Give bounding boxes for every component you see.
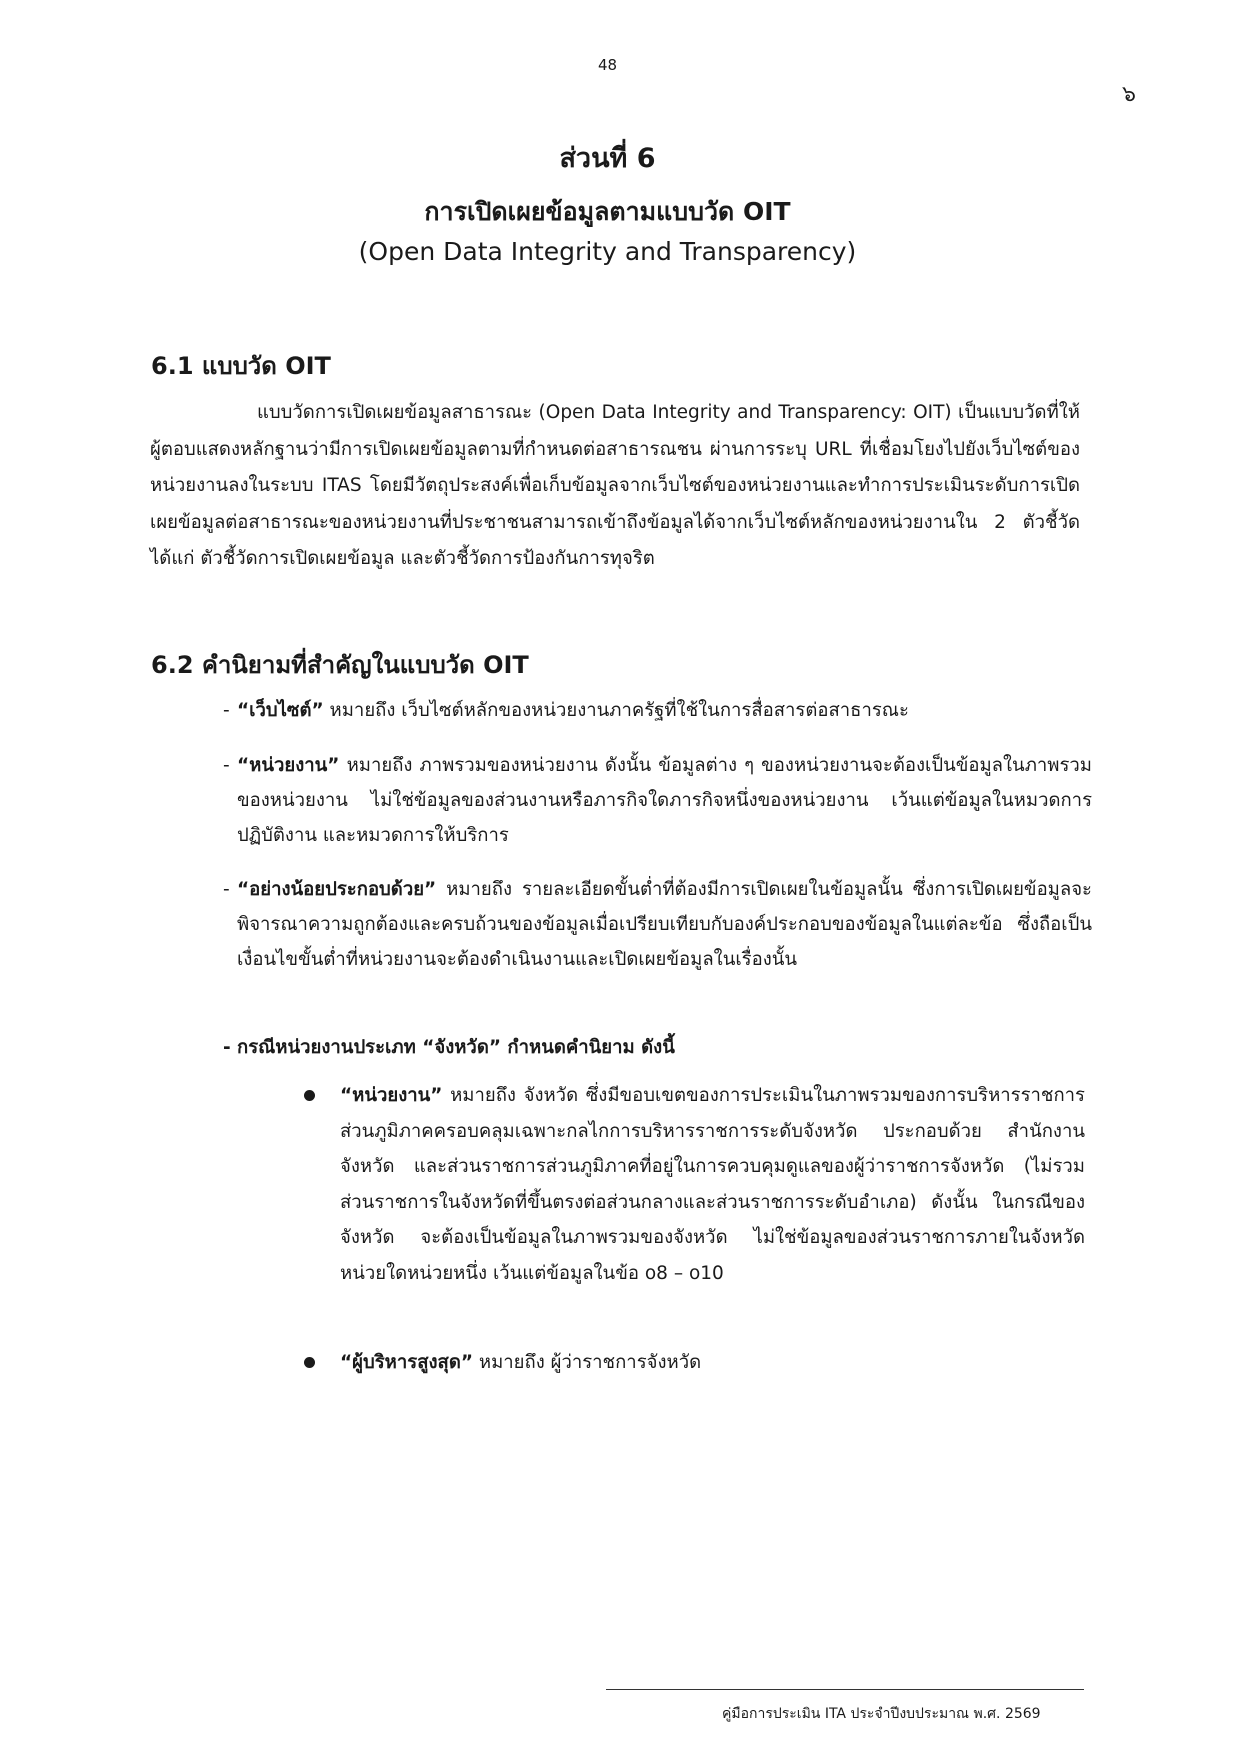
definition-text: หมายถึง ภาพรวมของหน่วยงาน ดังนั้น ข้อมูลต่าง ๆ ของหน่วยงานจะต้องเป็นข้อมูลในภาพรวมของหน่วยงาน ไม่ใช่ข้อมูลของส่วนงานหรือภารกิจใดภารกิจหนึ่งของหน่วยงาน เว้นแต่ข้อมูลในหมวดการปฏิบัติงาน และหมวดการให้บริการ [237,755,1092,846]
province-definition-agency [340,1078,1085,1291]
province-heading [223,1030,1092,1065]
list-dash: - [223,755,230,776]
definition-term: “เว็บไซต์” [237,700,324,721]
list-dash: - [223,700,230,721]
bullet-icon [304,1357,315,1368]
definition-term: “ผู้บริหารสูงสุด” [340,1352,473,1373]
list-dash: - [223,879,230,900]
bullet-icon [304,1090,315,1101]
document-title: การเปิดเผยข้อมูลตามแบบวัด OIT [424,197,791,226]
province-heading-text: กรณีหน่วยงานประเภท “จังหวัด” กำหนดคำนิยาม ดังนี้ [237,1037,675,1058]
page-number: 48 [597,56,618,74]
province-definition-executive [340,1345,1085,1381]
list-dash: - [223,1037,231,1058]
footer-text: คู่มือการประเมิน ITA ประจำปีงบประมาณ พ.ศ. 2569 [722,1706,1041,1722]
section-heading-6-1: 6.1 แบบวัด OIT [151,352,331,380]
definition-text: หมายถึง ผู้ว่าราชการจังหวัด [473,1352,702,1373]
definition-term: “อย่างน้อยประกอบด้วย” [237,879,437,900]
part-title: ส่วนที่ 6 [559,143,656,174]
footer-rule [606,1689,1084,1690]
corner-mark: ๖ [1122,82,1136,107]
definition-website [223,693,1092,728]
document-subtitle: (Open Data Integrity and Transparency) [358,237,857,266]
section-heading-6-2: 6.2 คำนิยามที่สำคัญในแบบวัด OIT [151,651,529,679]
definition-text: หมายถึง เว็บไซต์หลักของหน่วยงานภาครัฐที่ใช้ในการสื่อสารต่อสาธารณะ [323,700,909,721]
section-6-1-paragraph: แบบวัดการเปิดเผยข้อมูลสาธารณะ (Open Data Integrity and Transparency: OIT) เป็นแบบวัดที่ให้ผู้ตอบแสดงหลักฐานว่ามีการเปิดเผยข้อมูลตามที่กำหนดต่อสาธารณชน ผ่านการระบุ URL ที่เชื่อมโยงไปยังเว็บไซต์ของหน่วยงานลงในระบบ ITAS โดยมีวัตถุประสงค์เพื่อเก็บข้อมูลจากเว็บไซต์ของหน่วยงานและทำการประเมินระดับการเปิดเผยข้อมูลต่อสาธารณะของหน่วยงานที่ประชาชนสามารถเข้าถึงข้อมูลได้จากเว็บไซต์หลักของหน่วยงานใน 2 ตัวชี้วัด ได้แก่ ตัวชี้วัดการเปิดเผยข้อมูล และตัวชี้วัดการป้องกันการทุจริต [150,402,1080,569]
definition-term: “หน่วยงาน” [340,1085,443,1106]
definition-agency [223,748,1092,853]
definition-term: “หน่วยงาน” [237,755,340,776]
definition-text: หมายถึง จังหวัด ซึ่งมีขอบเขตของการประเมินในภาพรวมของการบริหารราชการส่วนภูมิภาคครอบคลุมเฉพาะกลไกการบริหารราชการระดับจังหวัด ประกอบด้วย สำนักงานจังหวัด และส่วนราชการส่วนภูมิภาคที่อยู่ในการควบคุมดูแลของผู้ว่าราชการจังหวัด (ไม่รวมส่วนราชการในจังหวัดที่ขึ้นตรงต่อส่วนกลางและส่วนราชการระดับอำเภอ) ดังนั้น ในกรณีของจังหวัด จะต้องเป็นข้อมูลในภาพรวมของจังหวัด ไม่ใช่ข้อมูลของส่วนราชการภายในจังหวัดหน่วยใดหน่วยหนึ่ง เว้นแต่ข้อมูลในข้อ o8 – o10 [340,1085,1085,1284]
definition-text: หมายถึง รายละเอียดขั้นต่ำที่ต้องมีการเปิดเผยในข้อมูลนั้น ซึ่งการเปิดเผยข้อมูลจะพิจารณาความถูกต้องและครบถ้วนของข้อมูลเมื่อเปรียบเทียบกับองค์ประกอบของข้อมูลในแต่ละข้อ ซึ่งถือเป็นเงื่อนไขขั้นต่ำที่หน่วยงานจะต้องดำเนินงานและเปิดเผยข้อมูลในเรื่องนั้น [237,879,1092,970]
definition-minimum [223,872,1092,977]
